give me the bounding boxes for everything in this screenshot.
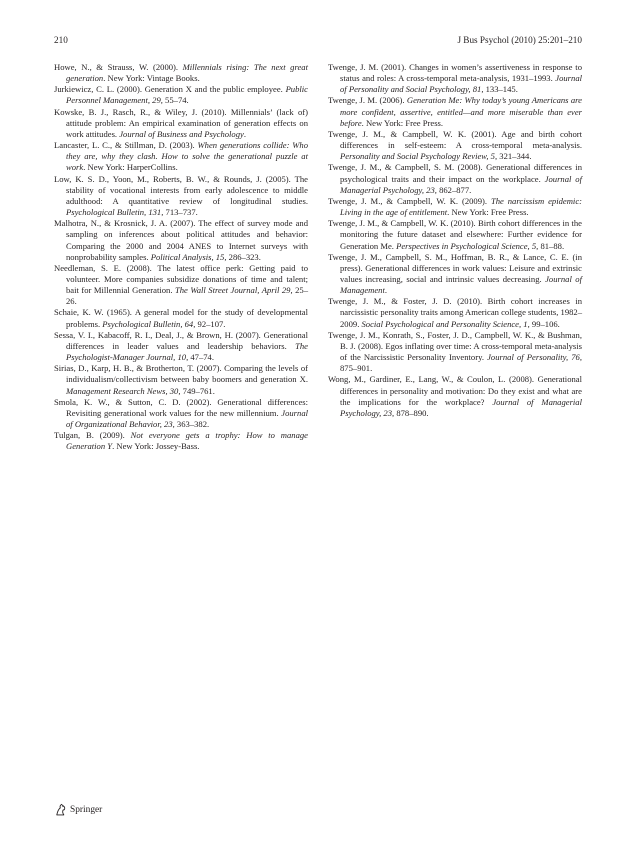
reference-text: , 99–106. <box>527 318 560 329</box>
reference-text: Kowske, B. J., Rasch, R., & Wiley, J. (2010). Millennials’ (lack of) attitude problem: An empirical examination of generation effects on work attitudes. <box>54 106 308 139</box>
reference-source-italic: Journal of Organizational Behavior, 23 <box>66 407 308 429</box>
reference-entry <box>328 330 582 375</box>
publisher-footer <box>54 803 102 817</box>
reference-text: . New York: Jossey-Bass. <box>112 441 200 452</box>
reference-text: . New York: HarperCollins. <box>83 162 178 173</box>
reference-source-italic: Personality and Social Psychology Review, 5 <box>340 151 495 162</box>
reference-text: , 749–761. <box>178 385 215 396</box>
reference-text: , 363–382. <box>172 419 210 429</box>
reference-text: , 25–26. <box>66 285 308 307</box>
reference-source-italic: Journal of Personality, 76 <box>487 352 580 363</box>
reference-text: . <box>384 285 388 296</box>
reference-entry <box>54 397 308 430</box>
reference-entry <box>328 162 582 195</box>
reference-text: Jurkiewicz, C. L. (2000). Generation X and the public employee. <box>54 84 286 95</box>
reference-text: Twenge, J. M., Konrath, S., Foster, J. D., Campbell, W. K., & Bushman, B. J. (2008). Egos inflating over time: A cross-temporal meta-analysis of the Narcissistic Personality Inventory. <box>328 329 582 363</box>
reference-text: Twenge, J. M., Campbell, S. M., Hoffman, B. R., & Lance, C. E. (in press). Generational differences in work values: Leisure and extrinsic values increasing, social and intrinsic values decreasing. <box>328 251 582 284</box>
reference-source-italic: Political Analysis, 15 <box>150 251 225 262</box>
reference-entry <box>328 374 582 419</box>
reference-text: Twenge, J. M. (2001). Changes in women’s assertiveness in response to status and roles: A cross-temporal meta-analysis, 1931–1993. <box>328 62 582 84</box>
reference-text: Wong, M., Gardiner, E., Lang, W., & Coulon, L. (2008). Generational differences in personality and motivation: Do they exist and what are the implications for the workplace? <box>328 374 582 407</box>
reference-text: , 713–737. <box>161 207 198 218</box>
reference-source-italic: Millennials rising: The next great generation <box>66 62 308 84</box>
reference-text: Tulgan, B. (2009). <box>54 430 131 441</box>
reference-source-italic: The Wall Street Journal, April 29 <box>174 285 291 296</box>
reference-source-italic: Psychological Bulletin, 131 <box>66 207 162 218</box>
reference-source-italic: Social Psychological and Personality Science, 1 <box>361 318 528 329</box>
reference-entry <box>54 263 308 308</box>
reference-text: , 81–88. <box>536 240 565 251</box>
reference-source-italic: Journal of Management <box>340 273 582 296</box>
reference-source-italic: Journal of Personality and Social Psychology, 81 <box>340 73 582 95</box>
reference-entry <box>54 84 308 106</box>
journal-citation: J Bus Psychol (2010) 25:201–210 <box>457 35 582 45</box>
reference-entry <box>54 430 308 452</box>
reference-text: , 47–74. <box>186 352 214 363</box>
reference-text: . New York: Vintage Books. <box>103 73 200 84</box>
reference-entry <box>328 252 582 297</box>
reference-entry <box>328 296 582 329</box>
reference-text: Twenge, J. M., & Foster, J. D. (2010). Birth cohort increases in narcissistic personality traits among American college students, 1982–2009. <box>328 296 583 329</box>
reference-text: Twenge, J. M., & Campbell, W. K. (2009). <box>328 195 491 206</box>
reference-source-italic: Management Research News, 30 <box>66 385 179 396</box>
reference-entry <box>328 62 582 95</box>
reference-text: Malhotra, N., & Krosnick, J. A. (2007). The effect of survey mode and sampling on inferences about political attitudes and behavior: Comparing the 2000 and 2004 ANES to Internet surveys with nonprobability samples. <box>54 218 308 262</box>
reference-text: , 133–145. <box>481 84 518 95</box>
reference-text: , 862–877. <box>434 184 472 195</box>
reference-text: , 321–344. <box>494 151 532 162</box>
reference-text: . <box>243 128 246 139</box>
reference-text: , 875–901. <box>340 352 582 374</box>
reference-entry <box>54 107 308 140</box>
reference-text: Sessa, V. I., Kabacoff, R. I., Deal, J., & Brown, H. (2007). Generational differences in leader values and leadership behaviors. <box>54 329 308 351</box>
reference-text: , 878–890. <box>392 407 429 418</box>
reference-text: Twenge, J. M., & Campbell, S. M. (2008). Generational differences in psychological traits and their impact on the workplace. <box>328 162 582 184</box>
reference-source-italic: Psychological Bulletin, 64 <box>102 318 194 329</box>
reference-text: . New York: Free Press. <box>361 117 444 128</box>
reference-source-italic: Public Personnel Management, 29 <box>66 84 308 106</box>
reference-text: Sirias, D., Karp, H. B., & Brotherton, T. (2007). Comparing the levels of individualism/collectivism between baby boomers and generation X. <box>54 363 308 385</box>
reference-entry <box>328 95 582 128</box>
publisher-name: Springer <box>70 805 103 815</box>
reference-source-italic: The narcissism epidemic: Living in the age of entitlement <box>340 195 582 218</box>
references-column-right <box>328 62 582 419</box>
springer-horse-logo-icon <box>54 803 68 817</box>
reference-entry <box>54 363 308 396</box>
reference-entry <box>328 218 582 251</box>
reference-source-italic: The Psychologist-Manager Journal, 10 <box>66 340 308 363</box>
page-header <box>54 33 582 47</box>
reference-source-italic: Journal of Managerial Psychology, 23 <box>340 173 582 195</box>
reference-text: Howe, N., & Strauss, W. (2000). <box>54 62 183 72</box>
reference-text: , 55–74. <box>160 95 189 106</box>
reference-entry <box>54 330 308 363</box>
reference-text: Needleman, S. E. (2008). The latest office perk: Getting paid to volunteer. More companies subsidize donations of time and talent; bait for Millennial Generation. <box>54 262 308 296</box>
reference-entry <box>54 307 308 329</box>
reference-text: Low, K. S. D., Yoon, M., Roberts, B. W., & Rounds, J. (2005). The stability of vocational interests from early adolescence to middle adulthood: A quantitative review of longitudinal studies. <box>54 173 308 206</box>
reference-source-italic: Generation Me: Why today’s young Americans are more confident, assertive, entitled—and more miserable than ever before <box>340 95 582 128</box>
reference-source-italic: Journal of Business and Psychology <box>119 128 244 139</box>
reference-text: Smola, K. W., & Sutton, C. D. (2002). Generational differences: Revisiting generational work values for the new millennium. <box>54 396 308 418</box>
reference-entry <box>54 174 308 219</box>
reference-text: , 92–107. <box>193 318 226 329</box>
references-column-left <box>54 62 308 452</box>
reference-text: Schaie, K. W. (1965). A general model for the study of developmental problems. <box>54 307 308 329</box>
reference-source-italic: When generations collide: Who they are, why they clash. How to solve the generational puzzle at work <box>66 140 308 173</box>
reference-entry <box>54 218 308 263</box>
reference-source-italic: Journal of Managerial Psychology, 23 <box>340 396 582 418</box>
reference-text: Twenge, J. M. (2006). <box>328 95 407 106</box>
reference-entry <box>328 129 582 162</box>
reference-entry <box>54 62 308 84</box>
reference-text: Twenge, J. M., & Campbell, W. K. (2010). Birth cohort differences in the monitoring the future dataset and elsewhere: Further evidence for Generation Me. <box>328 218 582 251</box>
reference-text: , 286–323. <box>224 251 261 262</box>
reference-source-italic: Perspectives in Psychological Science, 5 <box>396 240 537 251</box>
page-number: 210 <box>54 35 68 45</box>
reference-text: Twenge, J. M., & Campbell, W. K. (2001). Age and birth cohort differences in self-esteem: A cross-temporal meta-analysis. <box>328 128 582 151</box>
reference-entry <box>54 140 308 173</box>
reference-source-italic: Not everyone gets a trophy: How to manage Generation Y <box>66 430 308 452</box>
reference-entry <box>328 196 582 218</box>
reference-text: Lancaster, L. C., & Stillman, D. (2003). <box>54 140 198 151</box>
reference-text: . New York: Free Press. <box>447 207 529 218</box>
